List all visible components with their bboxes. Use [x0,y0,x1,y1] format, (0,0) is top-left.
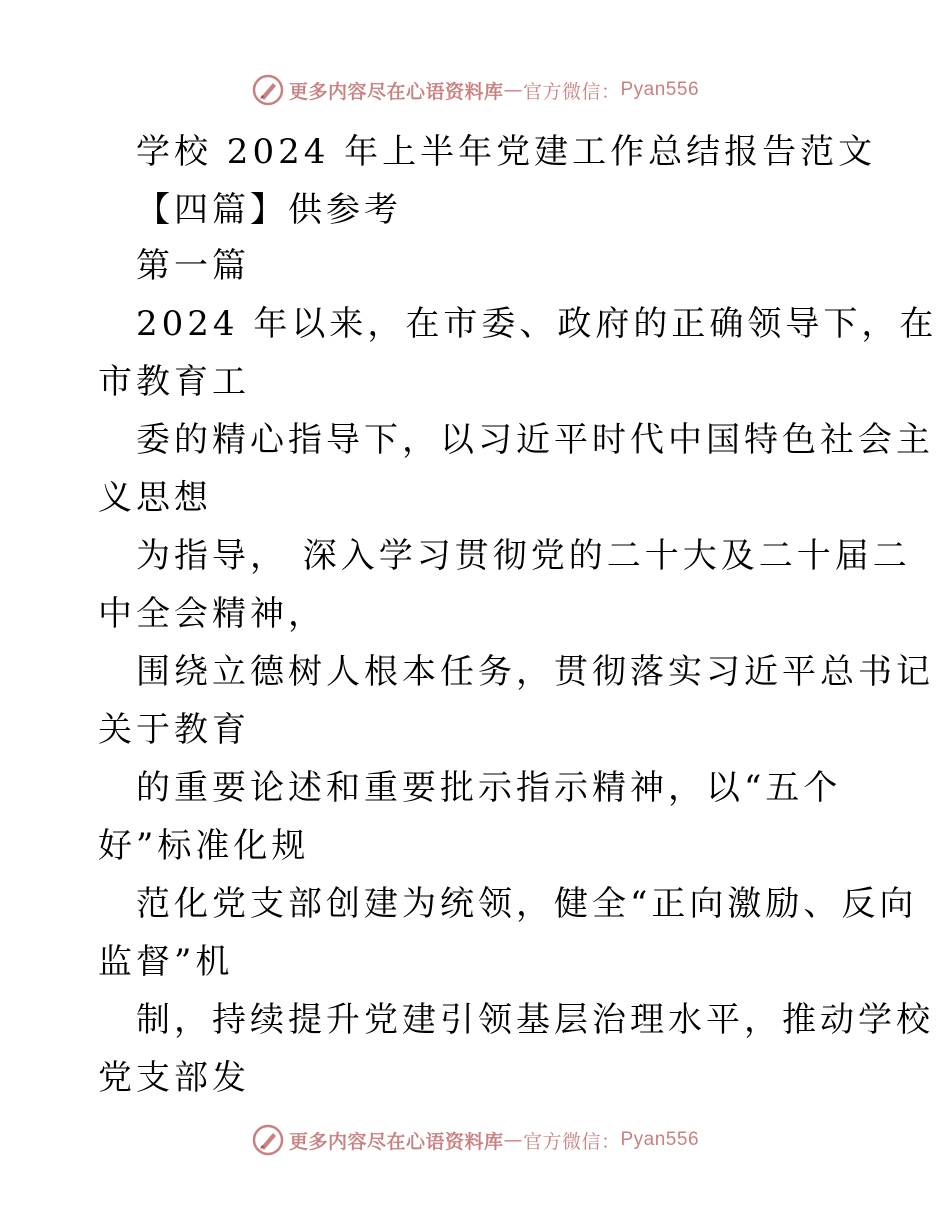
header-banner [0,70,950,110]
footer-banner [0,1120,950,1160]
pen-logo-icon [251,73,285,107]
banner-separator: — [503,1129,523,1151]
banner-brand: 更多内容尽在心语资料库 [288,1130,504,1153]
paragraph-line: 关于教育 [98,710,250,750]
banner-wechat-id: Pyan556 [620,1129,700,1150]
banner-brand: 更多内容尽在心语资料库 [288,80,504,103]
paragraph-line: 党支部发 [98,1058,250,1098]
paragraph-line: 制，持续提升党建引领基层治理水平，推动学校 [136,1000,934,1040]
section-heading: 第一篇 [136,246,250,286]
paragraph-line: 市教育工 [98,362,250,402]
banner-wechat-label: 官方微信： [522,1130,621,1153]
banner-wechat-label: 官方微信： [522,80,621,103]
paragraph-line: 好”标准化规 [98,826,310,866]
paragraph-line: 围绕立德树人根本任务，贯彻落实习近平总书记 [136,652,934,692]
doc-title-line-1: 学校 2024 年上半年党建工作总结报告范文 [136,132,877,172]
paragraph-line: 义思想 [98,478,212,518]
paragraph-line: 中全会精神， [98,594,326,634]
banner-wechat-id: Pyan556 [620,79,700,100]
paragraph-line: 委的精心指导下，以习近平时代中国特色社会主 [136,420,934,460]
paragraph-line: 范化党支部创建为统领，健全“正向激励、反向 [136,884,918,924]
pen-logo-icon [251,1123,285,1157]
paragraph-line: 2024 年以来，在市委、政府的正确领导下，在 [136,304,938,344]
paragraph-line: 监督”机 [98,942,234,982]
doc-title-line-2: 【四篇】供参考 [136,190,402,230]
banner-separator: — [503,79,523,101]
paragraph-line: 的重要论述和重要批示指示精神，以“五个 [136,768,842,808]
paragraph-line: 为指导， 深入学习贯彻党的二十大及二十届二 [136,536,911,576]
